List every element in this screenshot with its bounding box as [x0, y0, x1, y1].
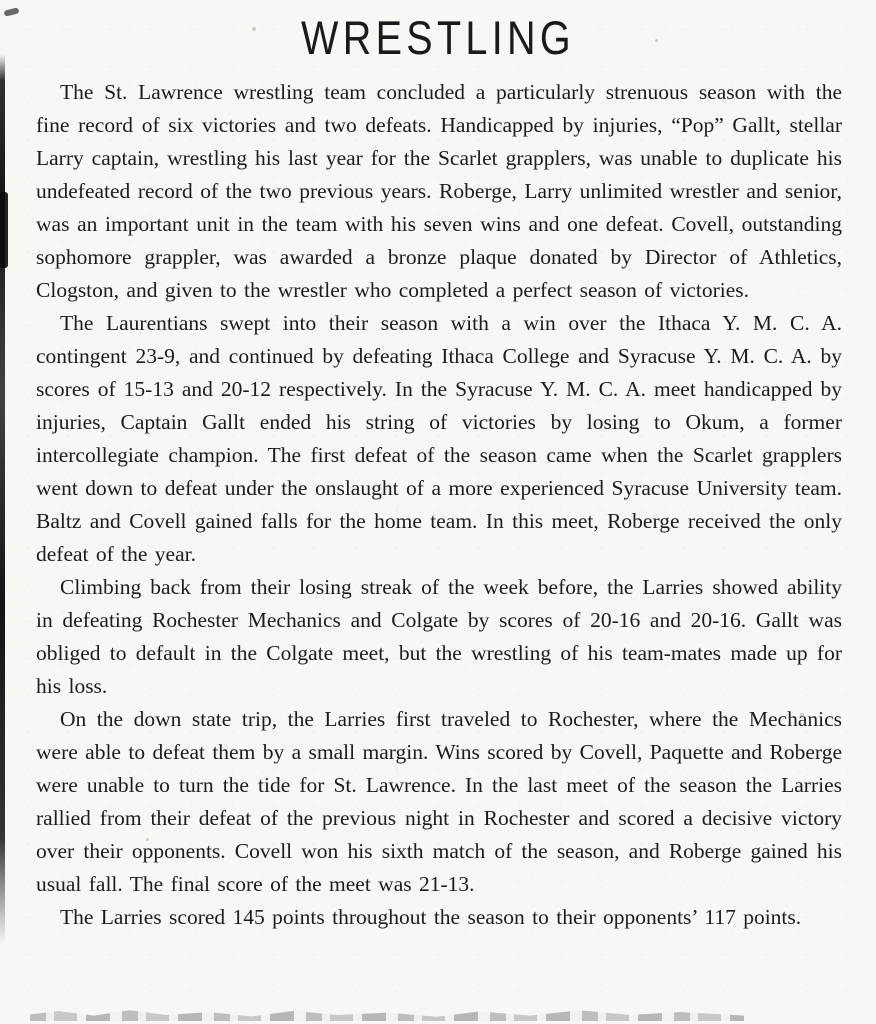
scan-speck [800, 713, 804, 717]
scan-speck [146, 838, 149, 841]
scan-speck [366, 917, 370, 921]
paragraph-season-summary: The St. Lawrence wrestling team concluded a particularly strenuous season with the fine record of six victories and two defeats. Handicapped by injuries, “Pop” Gallt, stellar Larry captain, wrestling his last year for the Scarlet grapplers, was unable to duplicate his undefeated record of the two previous years. Roberge, Larry unlimited wrestler and senior, was an important unit in the team with his seven wins and one defeat. Covell, outstanding sophomore grappler, was awarded a bronze plaque donated by Director of Athletics, Clogston, and given to the wrestler who completed a perfect season of victories. [36, 80, 842, 302]
page-title: WRESTLING [301, 10, 575, 65]
article-body [36, 76, 842, 934]
paragraph-season-points: The Larries scored 145 points throughout the season to their opponents’ 117 points. [60, 905, 802, 929]
paragraph-downstate-trip: On the down state trip, the Larries first traveled to Rochester, where the Mechanics were able to defeat them by a small margin. Wins scored by Covell, Paquette and Roberge were unable to turn the tide for St. Lawrence. In the last meet of the season the Larries rallied from their defeat of the previous night in Rochester and scored a decisive victory over their opponents. Covell won his sixth match of the season, and Roberge gained his usual fall. The final score of the meet was 21-13. [36, 707, 842, 896]
scan-edge-artifact-left-blob [0, 192, 8, 268]
cutoff-text-artifact-bottom [30, 1009, 744, 1021]
scan-edge-artifact-left [0, 54, 5, 944]
paragraph-early-season: The Laurentians swept into their season with a win over the Ithaca Y. M. C. A. contingent 23-9, and continued by defeating Ithaca College and Syracuse Y. M. C. A. by scores of 15-13 and 20-12 respectively. In the Syracuse Y. M. C. A. meet handicapped by injuries, Captain Gallt ended his string of victories by losing to Okum, a former intercollegiate champion. The first defeat of the season came when the Scarlet grapplers went down to defeat under the onslaught of a more experienced Syracuse University team. Baltz and Covell gained falls for the home team. In this meet, Roberge received the only defeat of the year. [36, 311, 842, 566]
scan-mark-top-left [3, 7, 19, 16]
paragraph-comeback: Climbing back from their losing streak of the week before, the Larries showed ability in defeating Rochester Mechanics and Colgate by scores of 20-16 and 20-16. Gallt was obliged to default in the Colgate meet, but the wrestling of his team-mates made up for his loss. [36, 575, 842, 698]
